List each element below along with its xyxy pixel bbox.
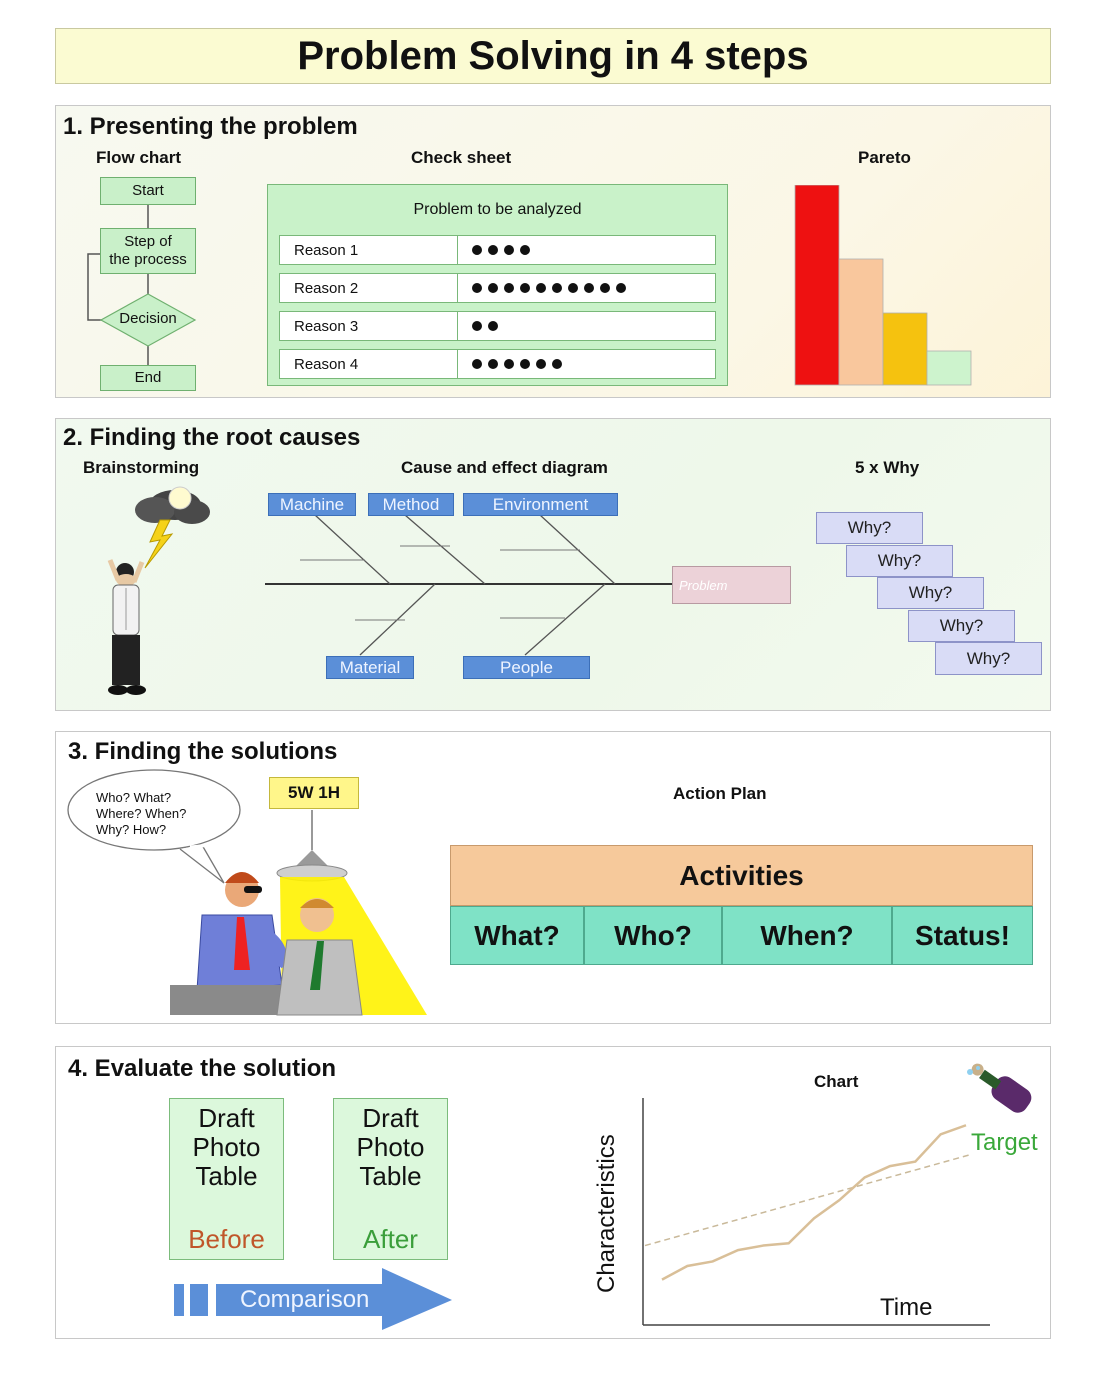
evaluation-line-chart bbox=[630, 1090, 1000, 1335]
tally-dot bbox=[536, 283, 546, 293]
col-what: What? bbox=[450, 906, 584, 965]
tally-dot bbox=[488, 359, 498, 369]
chart-title: Chart bbox=[814, 1072, 859, 1091]
series-line bbox=[662, 1125, 966, 1279]
pareto-bar bbox=[883, 313, 927, 385]
brainstorming-label: Brainstorming bbox=[83, 458, 200, 477]
tally-marks bbox=[458, 350, 562, 378]
page-title: Problem Solving in 4 steps bbox=[55, 28, 1051, 84]
tag-5w1h: 5W 1H bbox=[269, 777, 359, 809]
pareto-bar bbox=[927, 351, 971, 385]
tally-dot bbox=[552, 359, 562, 369]
action-plan-label: Action Plan bbox=[673, 784, 767, 803]
before-line-2: Photo bbox=[192, 1132, 261, 1162]
check-sheet-label: Check sheet bbox=[411, 148, 512, 167]
tally-dot bbox=[520, 359, 530, 369]
tally-dot bbox=[472, 283, 482, 293]
tally-dot bbox=[504, 359, 514, 369]
tally-dot bbox=[488, 283, 498, 293]
cause-method: Method bbox=[368, 493, 454, 516]
chart-ylabel: Characteristics bbox=[593, 1134, 620, 1293]
section1-title: 1. Presenting the problem bbox=[63, 113, 358, 140]
section4-title: 4. Evaluate the solution bbox=[68, 1055, 337, 1082]
before-line-3: Table bbox=[195, 1161, 258, 1191]
bubble-line-3: Why? How? bbox=[96, 822, 167, 837]
why-1: Why? bbox=[816, 512, 923, 544]
tally-marks bbox=[458, 312, 498, 340]
after-line-3: Table bbox=[359, 1161, 422, 1191]
col-who: Who? bbox=[584, 906, 722, 965]
col-status: Status! bbox=[892, 906, 1033, 965]
tally-dot bbox=[504, 283, 514, 293]
comparison-label: Comparison bbox=[240, 1286, 370, 1313]
check-sheet bbox=[267, 184, 728, 386]
why-5: Why? bbox=[935, 642, 1042, 675]
tally-dot bbox=[472, 321, 482, 331]
draft-after-box bbox=[333, 1098, 448, 1260]
check-sheet-reason: Reason 1 bbox=[280, 236, 458, 264]
flow-start-box: Start bbox=[100, 177, 196, 205]
bubble-line-1: Who? What? bbox=[96, 790, 172, 805]
after-line-1: Draft bbox=[362, 1103, 419, 1133]
before-line-1: Draft bbox=[198, 1103, 255, 1133]
flow-end-box: End bbox=[100, 365, 196, 391]
pareto-chart bbox=[790, 185, 980, 390]
pareto-label: Pareto bbox=[858, 148, 911, 167]
five-why-label: 5 x Why bbox=[855, 458, 920, 477]
check-sheet-row bbox=[279, 311, 716, 341]
fishbone-problem-head: Problem bbox=[672, 566, 791, 604]
tally-dot bbox=[536, 359, 546, 369]
cause-machine: Machine bbox=[268, 493, 356, 516]
brainstorming-illustration bbox=[80, 480, 220, 705]
cause-material: Material bbox=[326, 656, 414, 679]
col-when: When? bbox=[722, 906, 892, 965]
why-4: Why? bbox=[908, 610, 1015, 642]
tally-dot bbox=[552, 283, 562, 293]
bubble-line-2: Where? When? bbox=[96, 806, 187, 821]
check-sheet-reason: Reason 4 bbox=[280, 350, 458, 378]
tally-dot bbox=[488, 245, 498, 255]
pareto-bar bbox=[839, 259, 883, 385]
check-sheet-row bbox=[279, 235, 716, 265]
check-sheet-row bbox=[279, 349, 716, 379]
tally-dot bbox=[600, 283, 610, 293]
check-sheet-reason: Reason 3 bbox=[280, 312, 458, 340]
tally-dot bbox=[488, 321, 498, 331]
section2-title: 2. Finding the root causes bbox=[63, 424, 361, 451]
tally-dot bbox=[616, 283, 626, 293]
tally-dot bbox=[472, 359, 482, 369]
tally-dot bbox=[472, 245, 482, 255]
flow-chart-label: Flow chart bbox=[96, 148, 182, 167]
tally-marks bbox=[458, 236, 530, 264]
chart-xlabel: Time bbox=[880, 1294, 933, 1321]
cause-effect-label: Cause and effect diagram bbox=[401, 458, 608, 477]
pareto-bar bbox=[795, 185, 839, 385]
flow-decision-label: Decision bbox=[119, 310, 177, 327]
why-3: Why? bbox=[877, 577, 984, 609]
chart-target-label: Target bbox=[971, 1129, 1038, 1156]
check-sheet-row bbox=[279, 273, 716, 303]
tally-dot bbox=[584, 283, 594, 293]
flow-step-box: Step of the process bbox=[100, 228, 196, 274]
draft-before-box bbox=[169, 1098, 284, 1260]
tally-dot bbox=[520, 245, 530, 255]
after-tag: After bbox=[363, 1224, 418, 1254]
before-tag: Before bbox=[188, 1224, 265, 1254]
check-sheet-header: Problem to be analyzed bbox=[413, 201, 582, 218]
tally-dot bbox=[568, 283, 578, 293]
section3-title: 3. Finding the solutions bbox=[68, 738, 338, 765]
tally-marks bbox=[458, 274, 626, 302]
check-sheet-reason: Reason 2 bbox=[280, 274, 458, 302]
cause-environment: Environment bbox=[463, 493, 618, 516]
after-line-2: Photo bbox=[356, 1132, 425, 1162]
activities-header: Activities bbox=[450, 845, 1033, 906]
champagne-icon bbox=[960, 1062, 1045, 1127]
cause-people: People bbox=[463, 656, 590, 679]
why-2: Why? bbox=[846, 545, 953, 577]
check-sheet-rows bbox=[268, 235, 727, 379]
tally-dot bbox=[520, 283, 530, 293]
target-line bbox=[645, 1155, 970, 1246]
tally-dot bbox=[504, 245, 514, 255]
